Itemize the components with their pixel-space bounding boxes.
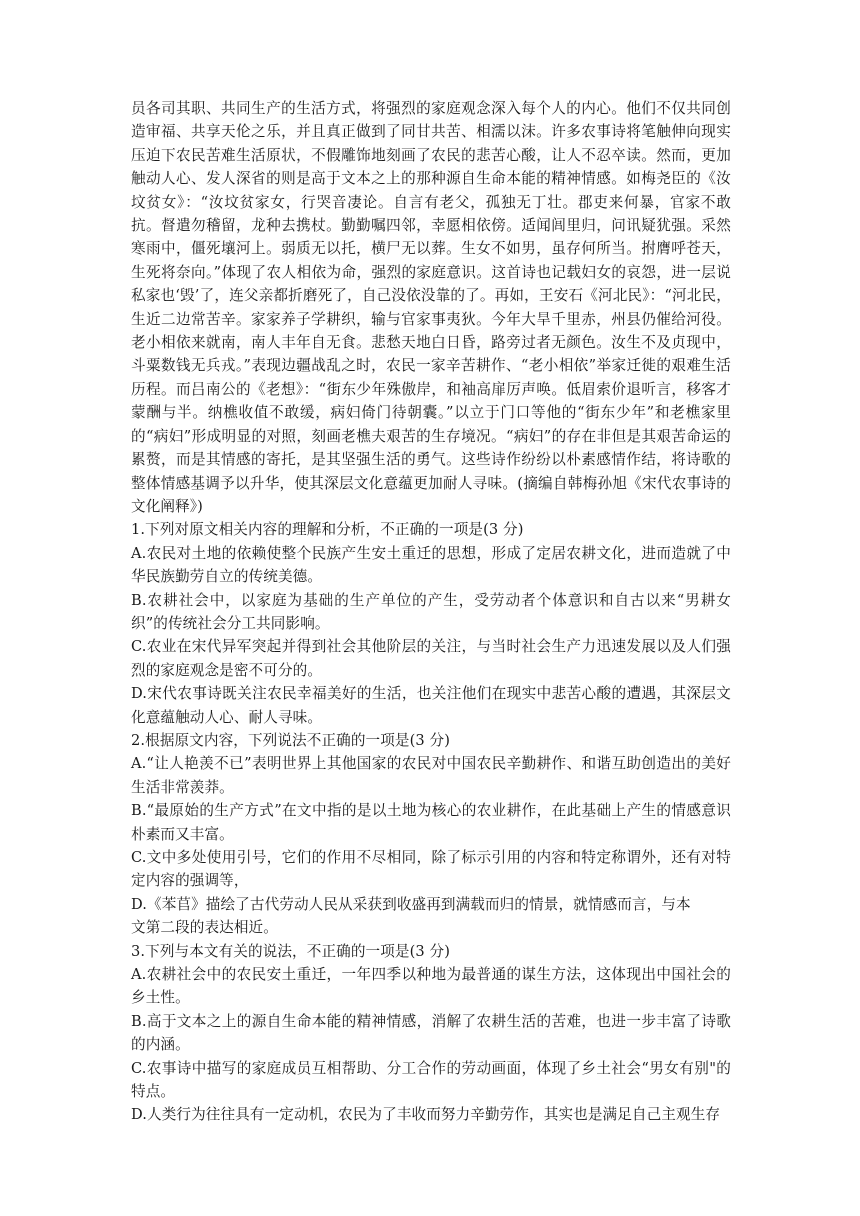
option-b: B.农耕社会中，以家庭为基础的生产单位的产生，受劳动者个体意识和自古以来“男耕女织”的传统社会分工共同影响。 [131, 591, 731, 632]
question-2 [131, 729, 731, 940]
option-d: D.宋代农事诗既关注农民幸福美好的生活，也关注他们在现实中悲苦心酸的遭遇，其深层文化意蕴触动人心、耐人寻味。 [131, 685, 731, 726]
question-stem: 3.下列与本文有关的说法，不正确的一项是(3 分) [131, 942, 451, 960]
option-a: A.“让人艳羡不已”表明世界上其他国家的农民对中国农民辛勤耕作、和谐互助创造出的美好生活非常羡莽。 [131, 755, 731, 796]
document-page [131, 97, 731, 1127]
option-d: D.人类行为往往具有一定动机，农民为了丰收而努力辛勤劳作，其实也是满足自己主观生存 [131, 1106, 721, 1124]
option-c: C.文中多处使用引号，它们的作用不尽相同，除了标示引用的内容和特定称谓外，还有对特定内容的强调等， [131, 849, 731, 890]
question-1 [131, 518, 731, 729]
option-b: B.“最原始的生产方式”在文中指的是以土地为核心的农业耕作，在此基础上产生的情感意识朴素而又丰富。 [131, 802, 731, 843]
option-d: D.《苯苢》描绘了古代劳动人民从采获到收盛再到满载而归的情景，就情感而言，与本 文第二段的表达相近。 [131, 895, 691, 937]
option-a: A.农耕社会中的农民安土重迁，一年四季以种地为最普通的谋生方法，这体现出中国社会的乡土性。 [131, 966, 731, 1007]
option-b: B.高于文本之上的源自生命本能的精神情感，消解了农耕生活的苦难，也进一步丰富了诗歌的内涵。 [131, 1012, 731, 1054]
question-3 [131, 940, 731, 1127]
option-a: A.农民对土地的依赖使整个民族产生安土重迁的思想，形成了定居农耕文化，进而造就了中华民族勤劳自立的传统美德。 [131, 544, 731, 586]
passage-paragraph: 员各司其职、共同生产的生活方式，将强烈的家庭观念深入每个人的内心。他们不仅共同创造审福、共享天伦之乐，并且真正做到了同甘共苦、相濡以沫。许多农事诗将笔触伸向现实压迫下农民苦难生活原状，不假雕饰地刻画了农民的悲苦心酸，让人不忍卒读。然而，更加触动人心、发人深省的则是高于文本之上的那种源自生命本能的精神情感。如梅尧臣的《汝坟贫女》：“汝坟贫家女，行哭音凄论。自言有老父，孤独无丁壮。郡吏来何暴，官家不敢抗。督遣勿稽留，龙种去携杖。勤勤嘱四邻，幸愿相依傍。适闻闾里归，问讯疑犹强。采然寒雨中，僵死壤河上。弱质无以托，横尸无以葬。生女不如男，虽存何所当。拊膺呼苍天，生死将奈向。”体现了农人相依为命，强烈的家庭意识。这首诗也记载妇女的哀怨，进一层说私家也‘毁’了，连父亲都折磨死了，自己没依没靠的了。再如，王安石《河北民》：“河北民，生近二边常苦辛。家家养子学耕织，输与官家事夷狄。今年大旱千里赤，州县仍催给河役。老小相依来就南，南人丰年自无食。悲愁天地白日昏，路旁过者无颜色。汝生不及贞现中，斗粟数钱无兵戎。”表现边疆战乱之时，农民一家辛苦耕作、“老小相依”举家迁徙的艰难生活历程。而吕南公的《老想》：“街东少年殊傲岸，和袖高扉厉声唤。低眉索价退听言，移客才蒙酬与半。纳樵收值不敢缓，病妇倚门待朝囊。”以立于门口等他的“街东少年”和老樵家里的“病妇”形成明显的对照，刻画老樵夫艰苦的生存境况。“病妇”的存在非但是其艰苦命运的累赘，而是其情感的寄托，是其坚强生活的勇气。这些诗作纷纷以朴素感情作结，将诗歌的整体情感基调予以升华，使其深层文化意蕴更加耐人寻味。(摘编自韩梅孙旭《宋代农事诗的文化阐释》) [131, 100, 731, 515]
question-stem: 2.根据原文内容，下列说法不正确的一项是(3 分) [131, 731, 451, 749]
question-stem: 1.下列对原文相关内容的理解和分析，不正确的一项是(3 分) [131, 521, 524, 539]
option-c: C.农事诗中描写的家庭成员互相帮助、分工合作的劳动画面，体现了乡土社会“男女有别"的特点。 [131, 1059, 731, 1101]
option-c: C.农业在宋代异军突起并得到社会其他阶层的关注，与当时社会生产力迅速发展以及人们强烈的家庭观念是密不可分的。 [131, 638, 731, 679]
